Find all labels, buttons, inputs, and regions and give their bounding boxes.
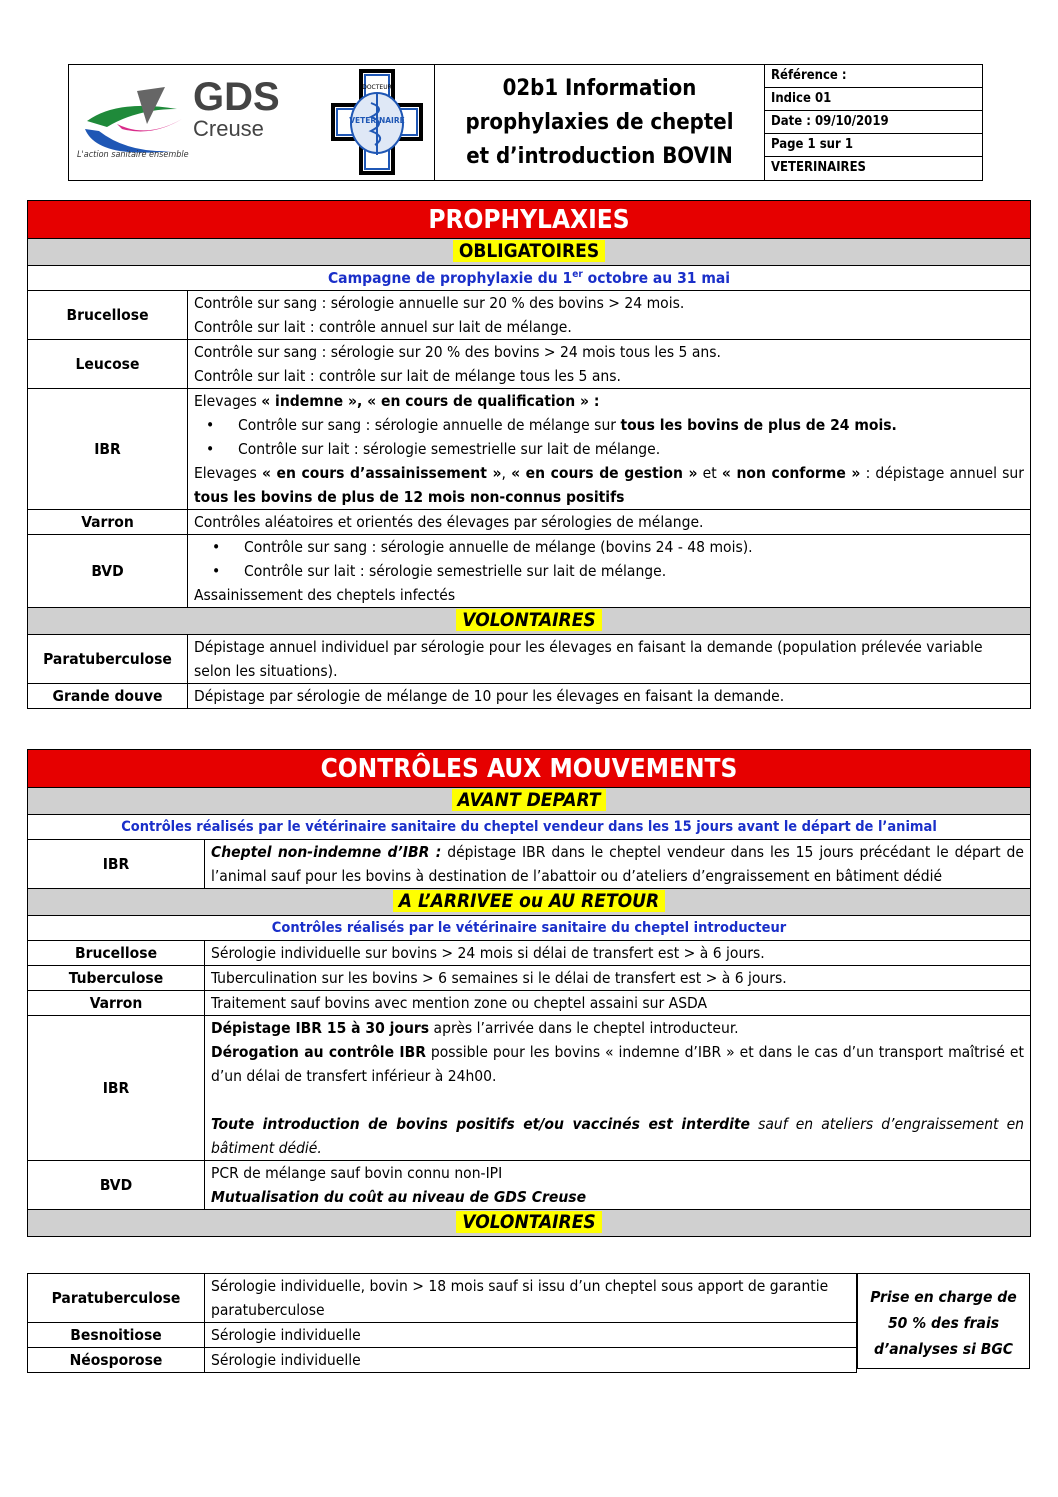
avant-depart-label: AVANT DEPART [452,789,607,811]
bvd-text: • Contrôle sur sang : sérologie annuelle de mélange (bovins 24 - 48 mois). • Contrôle sur lait : sérologie semestrielle sur lait de mélange. Assainissement des cheptels infectés [188,535,1031,608]
grande-douve-text: Dépistage par sérologie de mélange de 10 pour les élevages en faisant la demande. [188,684,1031,709]
meta-indice: Indice 01 [765,88,982,111]
document-header [68,64,983,181]
row-label: Paratuberculose [28,1274,205,1323]
row-label: Varron [28,991,205,1016]
varron-text: Contrôles aléatoires et orientés des élevages par sérologies de mélange. [188,510,1031,535]
arrivee-band [28,889,1031,916]
vet-logo-top-text: DOCTEUR [362,84,392,91]
volontaires-label-2: VOLONTAIRES [456,1211,601,1233]
obligatoires-label: OBLIGATOIRES [453,240,605,262]
volontaires-band-2 [28,1210,1031,1237]
gds-logo-text: GDS [193,75,280,119]
row-label: Leucose [28,340,188,389]
volontaires-band [28,608,1031,635]
document-title [435,65,765,181]
row-label: Tuberculose [28,966,205,991]
avant-depart-info: Contrôles réalisés par le vétérinaire sanitaire du cheptel vendeur dans les 15 jours avant le départ de l’animal [28,815,1031,840]
brucellose-text: Contrôle sur sang : sérologie annuelle sur 20 % des bovins > 24 mois. Contrôle sur lait : contrôle annuel sur lait de mélange. [188,291,1031,340]
row-label: IBR [28,840,205,889]
row-label: Besnoitiose [28,1323,205,1348]
row-label: IBR [28,1016,205,1161]
prophylaxies-banner: PROPHYLAXIES [28,201,1031,239]
arrivee-info: Contrôles réalisés par le vétérinaire sanitaire du cheptel introducteur [28,916,1031,941]
prophylaxies-table [27,200,1031,709]
obligatoires-band [28,239,1031,266]
mvt-brucellose-text: Sérologie individuelle sur bovins > 24 mois si délai de transfert est > à 6 jours. [205,941,1031,966]
gds-slogan: L'action sanitaire ensemble [77,150,189,160]
meta-audience: VETERINAIRES [771,160,866,175]
vet-logo-text: VETERINAIRE [349,116,405,125]
paratuberculose-text: Dépistage annuel individuel par sérologie pour les élevages en faisant la demande (population prélevée variable selon les situations). [188,635,1031,684]
volontaires-label: VOLONTAIRES [456,609,601,631]
mouvements-table [27,749,1031,1237]
gds-logo-subtext: Creuse [193,116,264,141]
campaign-info: Campagne de prophylaxie du 1er octobre au 31 mai [28,266,1031,291]
ibr-text: Elevages « indemne », « en cours de qualification » : • Contrôle sur sang : sérologie annuelle de mélange sur tous les bovins de plus de 24 mois. • Contrôle sur lait : sérologie semestrielle sur lait de mélange. Elevages « en cours d’assainissement », « en cours de gestion » et « non conforme » : dépistage annuel sur tous les bovins de plus de 12 mois non-connus positifs [188,389,1031,510]
veterinaire-cross-logo-icon [331,69,423,175]
row-label: Varron [28,510,188,535]
row-label: Brucellose [28,941,205,966]
meta-reference: Référence : [765,65,982,88]
meta-page: Page 1 sur 1 [765,134,982,157]
row-label: Brucellose [28,291,188,340]
prise-en-charge-note: Prise en charge de 50 % des frais d’analyses si BGC [857,1273,1030,1369]
title-line: 02b1 Information [502,75,697,101]
meta-date: Date : 09/10/2019 [765,111,982,134]
row-label: Grande douve [28,684,188,709]
neosporose-text: Sérologie individuelle [205,1348,857,1373]
mvt-varron-text: Traitement sauf bovins avec mention zone ou cheptel assaini sur ASDA [205,991,1031,1016]
row-label: Néosporose [28,1348,205,1373]
ibr-depart-text: Cheptel non-indemne d’IBR : dépistage IBR dans le cheptel vendeur dans les 15 jours précédant le départ de l’animal sauf pour les bovins à destination de l’abattoir ou d’ateliers d’engraissement en bâtiment dédié [205,840,1031,889]
mvt-tuberculose-text: Tuberculination sur les bovins > 6 semaines si le délai de transfert est > à 6 jours. [205,966,1031,991]
ibr-arrivee-text: Dépistage IBR 15 à 30 jours après l’arrivée dans le cheptel introducteur. Dérogation au contrôle IBR possible pour les bovins « indemne d’IBR » et dans le cas d’un transport maîtrisé et d’un délai de transfert inférieur à 24h00. Toute introduction de bovins positifs et/ou vaccinés est interdite sauf en ateliers d’engraissement en bâtiment dédié. [205,1016,1031,1161]
arrivee-label: A L’ARRIVEE ou AU RETOUR [393,890,665,912]
row-label: BVD [28,1161,205,1210]
leucose-text: Contrôle sur sang : sérologie sur 20 % des bovins > 24 mois tous les 5 ans. Contrôle sur lait : contrôle sur lait de mélange tous les 5 ans. [188,340,1031,389]
title-line: prophylaxies de cheptel [465,109,734,135]
row-label: IBR [28,389,188,510]
title-line: et d’introduction BOVIN [466,143,733,169]
document-meta [765,65,983,181]
mvt-paratuberculose-text: Sérologie individuelle, bovin > 18 mois sauf si issu d’un cheptel sous apport de garantie paratuberculose [205,1274,857,1323]
mouvements-banner: CONTRÔLES AUX MOUVEMENTS [28,750,1031,788]
mvt-bvd-text: PCR de mélange sauf bovin connu non-IPI Mutualisation du coût au niveau de GDS Creuse [205,1161,1031,1210]
row-label: BVD [28,535,188,608]
logos-cell [69,65,435,181]
volontaires-mvt-table [27,1273,857,1373]
avant-depart-band [28,788,1031,815]
besnoitiose-text: Sérologie individuelle [205,1323,857,1348]
row-label: Paratuberculose [28,635,188,684]
